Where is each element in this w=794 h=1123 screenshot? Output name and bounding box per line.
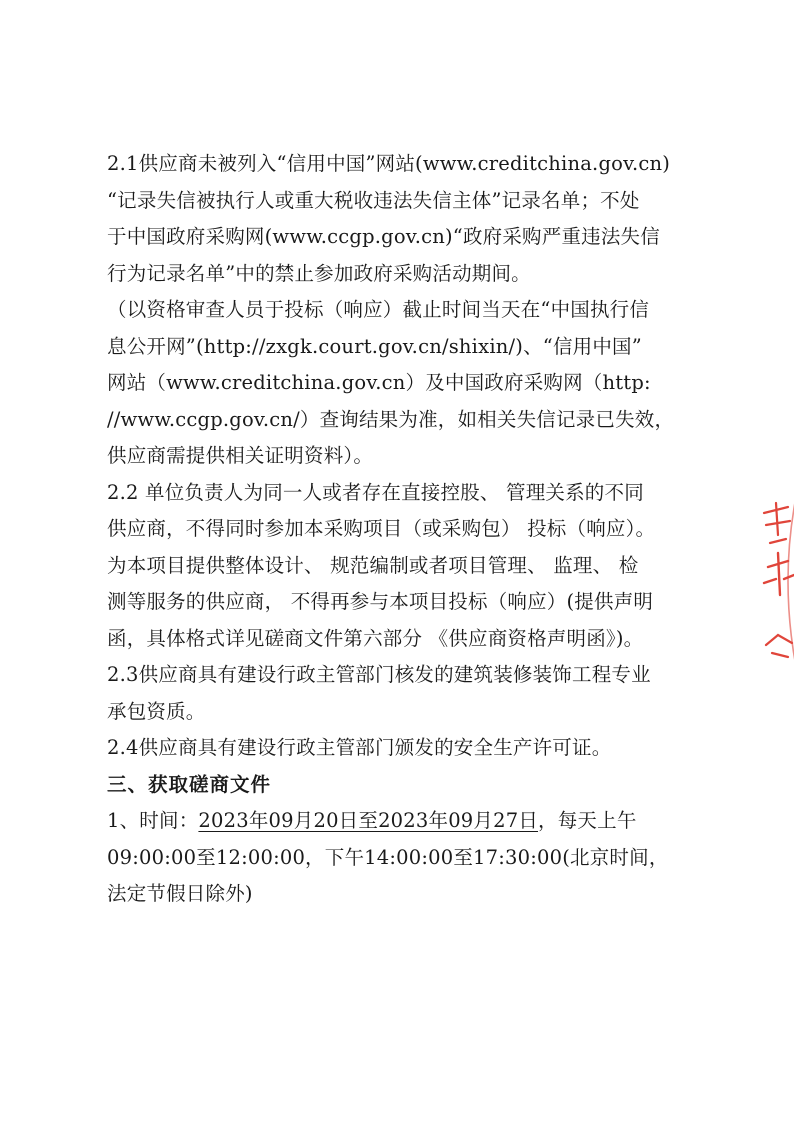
text-line-13: 测等服务的供应商， 不得再参与本项目投标（响应）(提供声明: [107, 590, 654, 613]
text-line-5: （以资格审查人员于投标（响应）截止时间当天在“中国执行信: [107, 298, 650, 321]
text-line-7: 网站（www.creditchina.gov.cn）及中国政府采购网（http:: [107, 371, 651, 394]
text-line-16: 承包资质。: [107, 699, 206, 723]
time-suffix: ，每天上午: [538, 809, 637, 832]
document-body: [107, 146, 695, 913]
text-line-12: 为本项目提供整体设计、 规范编制或者项目管理、 监理、 检: [107, 553, 639, 577]
text-line-10: 2.2 单位负责人为同一人或者存在直接控股、 管理关系的不同: [107, 480, 644, 504]
seal-stroke-1: [764, 503, 790, 543]
seal-stroke-2: [764, 553, 794, 595]
time-line-2: 09:00:00至12:00:00，下午14:00:00至17:30:00(北京时间，: [107, 845, 669, 869]
seal-stamp-fragment: [758, 495, 794, 670]
text-line-11: 供应商，不得同时参加本采购项目（或采购包） 投标（响应）。: [107, 517, 656, 540]
text-line-8: //www.ccgp.gov.cn/）查询结果为准，如相关失信记录已失效，: [107, 407, 675, 431]
time-line-3: 法定节假日除外): [107, 882, 253, 905]
time-date-range: 2023年09月20日至2023年09月27日: [198, 809, 539, 832]
text-line-2: “记录失信被执行人或重大税收违法失信主体”记录名单；不处: [107, 188, 640, 212]
text-line-9: 供应商需提供相关证明资料）。: [107, 444, 374, 467]
text-line-14: 函，具体格式详见磋商文件第六部分 《供应商资格声明函》)。: [107, 626, 644, 650]
text-line-4: 行为记录名单”中的禁止参加政府采购活动期间。: [107, 261, 531, 285]
text-line-1: 2.1供应商未被列入“信用中国”网站(www.creditchina.gov.cn): [107, 152, 671, 175]
text-line-17: 2.4供应商具有建设行政主管部门颁发的安全生产许可证。: [107, 736, 612, 759]
seal-stroke-3: [766, 635, 792, 657]
text-line-15: 2.3供应商具有建设行政主管部门核发的建筑装修装饰工程专业: [107, 663, 651, 686]
text-line-3: 于中国政府采购网(www.ccgp.gov.cn)“政府采购严重违法失信: [107, 225, 660, 248]
section-heading: 三、获取磋商文件: [107, 772, 272, 796]
text-line-6: 息公开网”(http://zxgk.court.gov.cn/shixin/)、“信用中国”: [107, 334, 642, 358]
time-prefix: 1、时间：: [107, 809, 199, 832]
time-line-1: [107, 803, 695, 840]
